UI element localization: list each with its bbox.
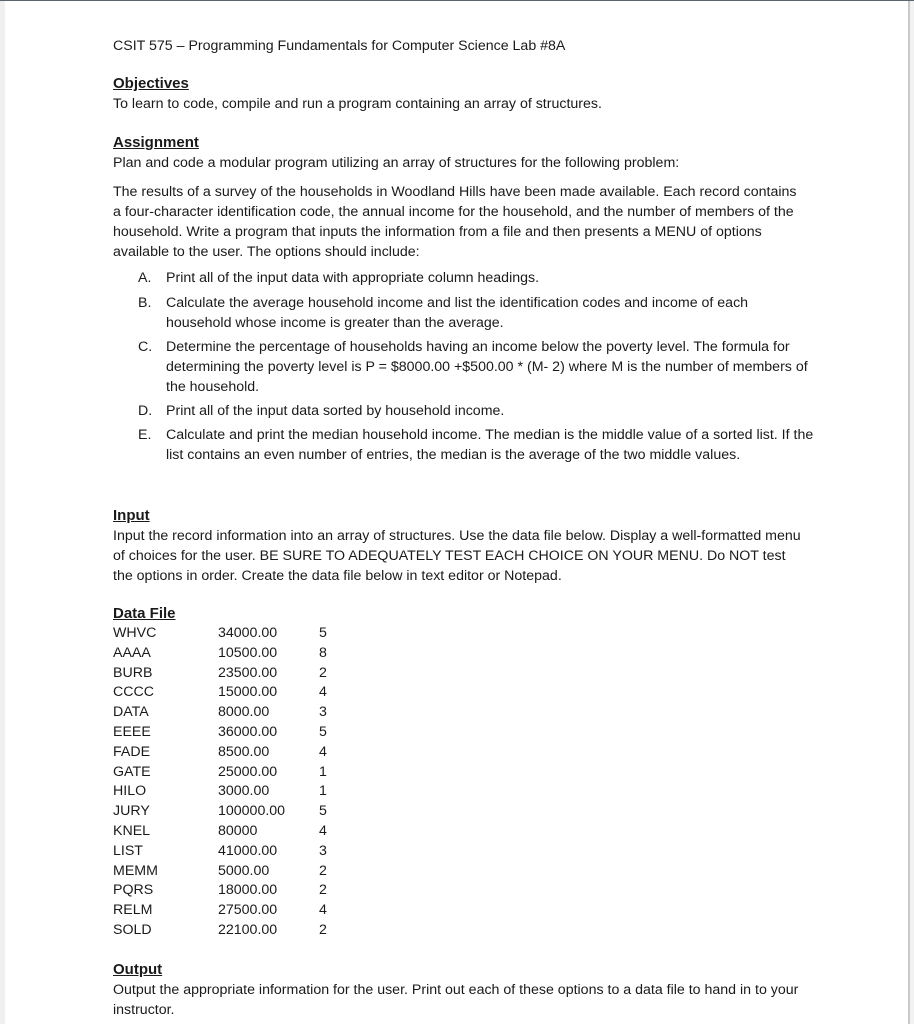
household-code: HILO (113, 783, 147, 800)
option-letter: E. (138, 427, 152, 443)
table-row (113, 901, 339, 921)
household-income: 36000.00 (218, 723, 278, 740)
input-text: Input the record information into an array of structures. Use the data file below. Display a well-formatted menu of choices for the user. BE SURE TO ADEQUATELY TEST EACH CHOICE ON YOUR MENU. Do NOT test the options in order. Create the data file below in text editor or Notepad. (113, 528, 801, 584)
assignment-section (113, 133, 814, 463)
option-text: Calculate and print the median household income. The median is the middle value of a sorted list. If the list contains an even number of entries, the median is the average of the two middle values. (166, 427, 814, 463)
household-income: 23500.00 (218, 664, 278, 681)
scrollbar-track[interactable] (910, 1, 914, 1024)
assignment-intro: Plan and code a modular program utilizing an array of structures for the following problem: (113, 155, 680, 171)
output-text: Output the appropriate information for the user. Print out each of these options to a data file to hand in to your instructor. (113, 982, 799, 1018)
household-income: 8500.00 (218, 743, 270, 760)
input-section (113, 506, 813, 586)
output-section (113, 960, 813, 1020)
household-code: MEMM (113, 862, 158, 879)
household-code: GATE (113, 763, 151, 780)
household-members: 3 (319, 842, 327, 859)
table-row (113, 624, 339, 644)
table-row (113, 683, 339, 703)
household-members: 5 (319, 803, 327, 820)
assignment-heading: Assignment (113, 134, 199, 151)
table-row (113, 664, 339, 684)
option-letter: A. (138, 270, 152, 286)
household-code: JURY (113, 803, 150, 820)
data-file-heading: Data File (113, 605, 176, 622)
household-members: 4 (319, 822, 327, 839)
table-row (113, 782, 339, 802)
household-code: EEEE (113, 723, 151, 740)
household-members: 1 (319, 763, 327, 780)
household-members: 4 (319, 743, 327, 760)
option-letter: B. (138, 295, 152, 311)
household-code: WHVC (113, 625, 157, 641)
household-code: AAAA (113, 644, 151, 661)
household-income: 27500.00 (218, 902, 278, 919)
household-income: 80000 (218, 822, 258, 839)
household-income: 3000.00 (218, 783, 270, 800)
table-row (113, 862, 339, 882)
household-members: 2 (319, 882, 327, 899)
household-members: 5 (319, 723, 327, 740)
household-code: FADE (113, 743, 151, 760)
household-code: LIST (113, 842, 143, 859)
household-members: 1 (319, 783, 327, 800)
document-page (113, 36, 814, 1018)
data-file-section (113, 604, 813, 941)
input-heading: Input (113, 507, 150, 524)
objectives-section (113, 74, 813, 114)
household-members: 4 (319, 684, 327, 701)
household-members: 3 (319, 704, 327, 721)
option-letter: C. (138, 339, 153, 355)
table-row (113, 763, 339, 783)
household-members: 2 (319, 862, 327, 879)
table-row (113, 703, 339, 723)
household-income: 5000.00 (218, 862, 270, 879)
table-row (113, 723, 339, 743)
household-code: DATA (113, 704, 149, 721)
objectives-heading: Objectives (113, 75, 189, 92)
data-file-table (113, 624, 339, 941)
household-members: 2 (319, 921, 327, 938)
household-members: 5 (319, 625, 327, 641)
household-members: 2 (319, 664, 327, 681)
table-row (113, 743, 339, 763)
household-code: SOLD (113, 921, 152, 938)
left-margin-strip (0, 1, 5, 1024)
table-row (113, 842, 339, 862)
household-code: RELM (113, 902, 153, 919)
household-income: 8000.00 (218, 704, 270, 721)
output-heading: Output (113, 961, 163, 978)
window-top-border (0, 0, 914, 1)
table-row (113, 822, 339, 842)
household-income: 34000.00 (218, 625, 278, 641)
household-income: 25000.00 (218, 763, 278, 780)
household-members: 4 (319, 902, 327, 919)
option-text: Print all of the input data with appropriate column headings. (166, 270, 540, 286)
household-code: BURB (113, 664, 153, 681)
option-text: Print all of the input data sorted by household income. (166, 403, 505, 419)
table-row (113, 644, 339, 664)
household-code: KNEL (113, 822, 151, 839)
household-income: 100000.00 (218, 803, 286, 820)
table-row (113, 802, 339, 822)
household-income: 15000.00 (218, 684, 278, 701)
household-code: PQRS (113, 882, 154, 899)
option-letter: D. (138, 403, 153, 419)
option-text: Calculate the average household income and list the identification codes and income of each household whose income is greater than the average. (166, 295, 749, 331)
option-text: Determine the percentage of households having an income below the poverty level. The formula for determining the poverty level is P = $8000.00 +$500.00 * (M- 2) where M is the number of members of the household. (166, 339, 808, 395)
document-title: CSIT 575 – Programming Fundamentals for Computer Science Lab #8A (113, 38, 566, 54)
household-income: 10500.00 (218, 644, 278, 661)
table-row (113, 921, 339, 941)
household-income: 41000.00 (218, 842, 278, 859)
household-income: 22100.00 (218, 921, 278, 938)
assignment-description: The results of a survey of the households in Woodland Hills have been made available. Each record contains a four-character identification code, the annual income for the household, and the number of members of the household. Write a program that inputs the information from a file and then presents a MENU of options available to the user. The options should include: (113, 184, 797, 260)
household-members: 8 (319, 644, 327, 661)
table-row (113, 881, 339, 901)
objectives-text: To learn to code, compile and run a program containing an array of structures. (113, 96, 602, 112)
household-code: CCCC (113, 684, 154, 701)
household-income: 18000.00 (218, 882, 278, 899)
